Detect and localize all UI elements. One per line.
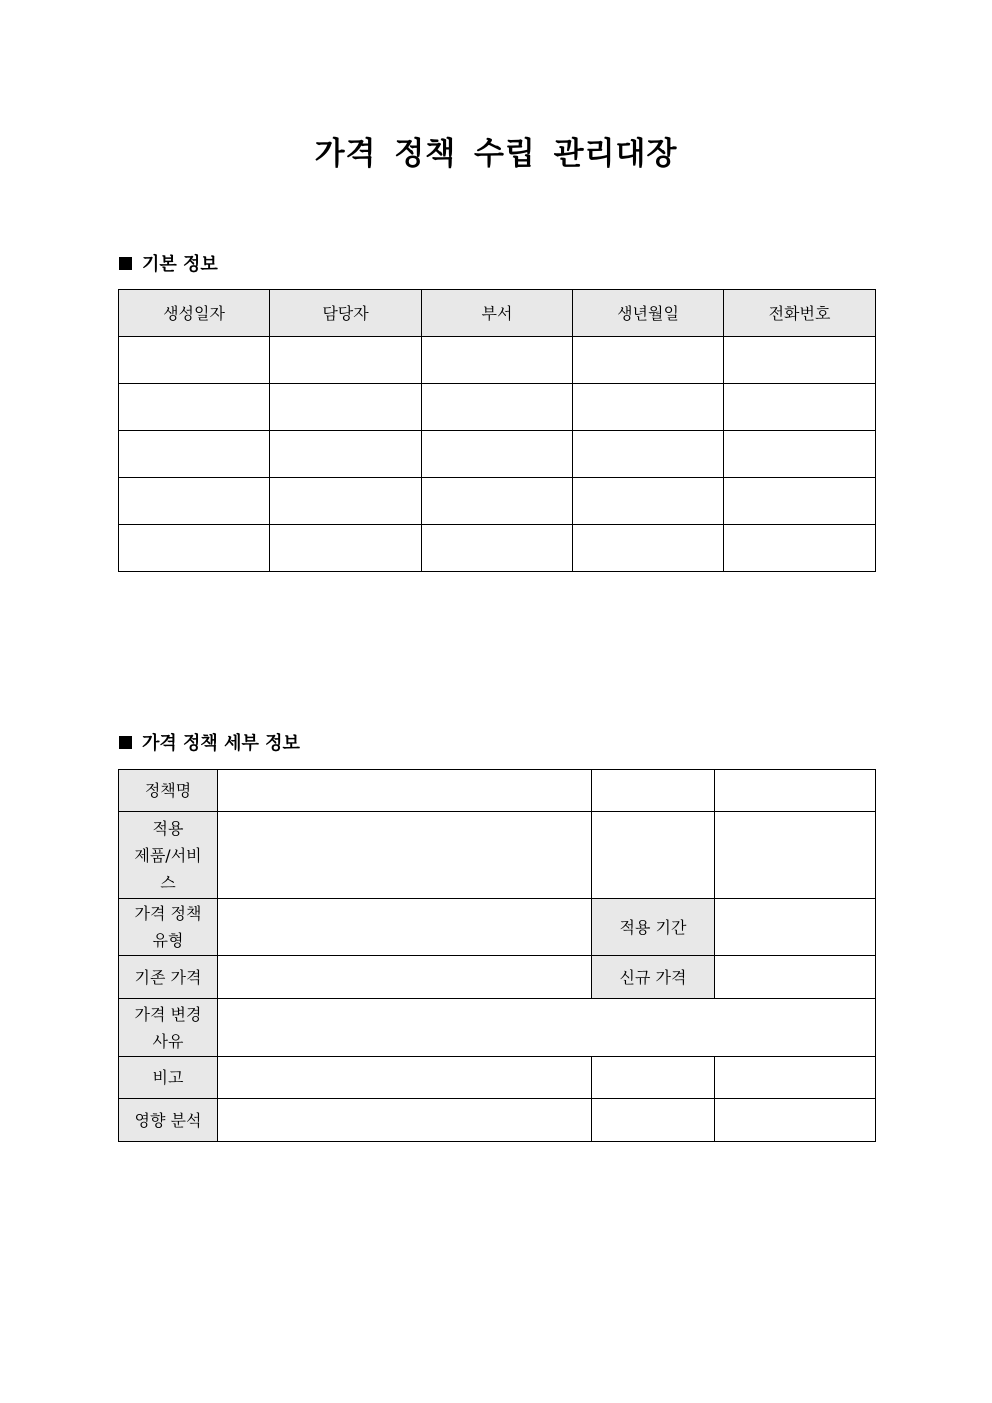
input-cell[interactable] <box>573 525 724 572</box>
input-cell[interactable] <box>422 478 573 525</box>
basic-info-heading-text: 기본 정보 <box>142 254 218 275</box>
input-cell[interactable] <box>270 384 422 431</box>
input-cell[interactable] <box>119 384 270 431</box>
table-row <box>119 956 876 999</box>
table-row <box>119 431 876 478</box>
input-cell[interactable] <box>422 431 573 478</box>
basic-info-header-row <box>119 290 876 337</box>
input-cell[interactable] <box>422 384 573 431</box>
input-cell[interactable] <box>724 431 876 478</box>
table-row <box>119 478 876 525</box>
input-cell[interactable] <box>119 337 270 384</box>
input-cell[interactable] <box>218 812 592 899</box>
input-cell[interactable] <box>218 1057 592 1099</box>
table-row <box>119 812 876 899</box>
input-cell[interactable] <box>592 812 715 899</box>
input-cell[interactable] <box>119 525 270 572</box>
input-cell[interactable] <box>573 431 724 478</box>
table-row <box>119 770 876 812</box>
column-header-manager: 담당자 <box>270 290 422 337</box>
column-header-department: 부서 <box>422 290 573 337</box>
input-cell[interactable] <box>270 478 422 525</box>
table-row <box>119 1099 876 1142</box>
input-cell[interactable] <box>715 812 876 899</box>
label-impact-analysis: 영향 분석 <box>119 1099 218 1142</box>
input-cell[interactable] <box>573 337 724 384</box>
column-header-phone: 전화번호 <box>724 290 876 337</box>
input-cell[interactable] <box>119 431 270 478</box>
square-bullet-icon <box>119 257 132 270</box>
square-bullet-icon <box>119 736 132 749</box>
column-header-birth-date: 생년월일 <box>573 290 724 337</box>
label-apply-period: 적용 기간 <box>592 899 715 956</box>
policy-detail-table <box>118 769 876 1142</box>
basic-info-table <box>118 289 876 572</box>
input-cell[interactable] <box>573 384 724 431</box>
input-cell[interactable] <box>119 478 270 525</box>
detail-info-heading <box>119 731 300 757</box>
input-cell[interactable] <box>218 899 592 956</box>
table-row <box>119 337 876 384</box>
input-cell[interactable] <box>715 899 876 956</box>
input-cell[interactable] <box>715 1099 876 1142</box>
input-cell[interactable] <box>724 384 876 431</box>
input-cell[interactable] <box>715 1057 876 1099</box>
input-cell[interactable] <box>218 999 876 1057</box>
input-cell[interactable] <box>218 770 592 812</box>
detail-info-heading-text: 가격 정책 세부 정보 <box>142 733 300 754</box>
input-cell[interactable] <box>422 525 573 572</box>
input-cell[interactable] <box>592 770 715 812</box>
input-cell[interactable] <box>715 956 876 999</box>
input-cell[interactable] <box>270 337 422 384</box>
input-cell[interactable] <box>592 1099 715 1142</box>
table-row <box>119 899 876 956</box>
label-new-price: 신규 가격 <box>592 956 715 999</box>
input-cell[interactable] <box>715 770 876 812</box>
page-title: 가격 정책 수립 관리대장 <box>314 136 678 172</box>
input-cell[interactable] <box>218 956 592 999</box>
input-cell[interactable] <box>270 525 422 572</box>
input-cell[interactable] <box>218 1099 592 1142</box>
input-cell[interactable] <box>724 525 876 572</box>
table-row <box>119 999 876 1057</box>
input-cell[interactable] <box>270 431 422 478</box>
input-cell[interactable] <box>592 1057 715 1099</box>
input-cell[interactable] <box>724 337 876 384</box>
table-row <box>119 525 876 572</box>
table-row <box>119 384 876 431</box>
label-policy-type: 가격 정책 유형 <box>119 899 218 956</box>
input-cell[interactable] <box>573 478 724 525</box>
basic-info-heading <box>119 252 218 278</box>
label-policy-name: 정책명 <box>119 770 218 812</box>
label-existing-price: 기존 가격 <box>119 956 218 999</box>
column-header-created-date: 생성일자 <box>119 290 270 337</box>
label-note: 비고 <box>119 1057 218 1099</box>
table-row <box>119 1057 876 1099</box>
label-change-reason: 가격 변경 사유 <box>119 999 218 1057</box>
input-cell[interactable] <box>724 478 876 525</box>
input-cell[interactable] <box>422 337 573 384</box>
label-applied-product: 적용 제품/서비 스 <box>119 812 218 899</box>
